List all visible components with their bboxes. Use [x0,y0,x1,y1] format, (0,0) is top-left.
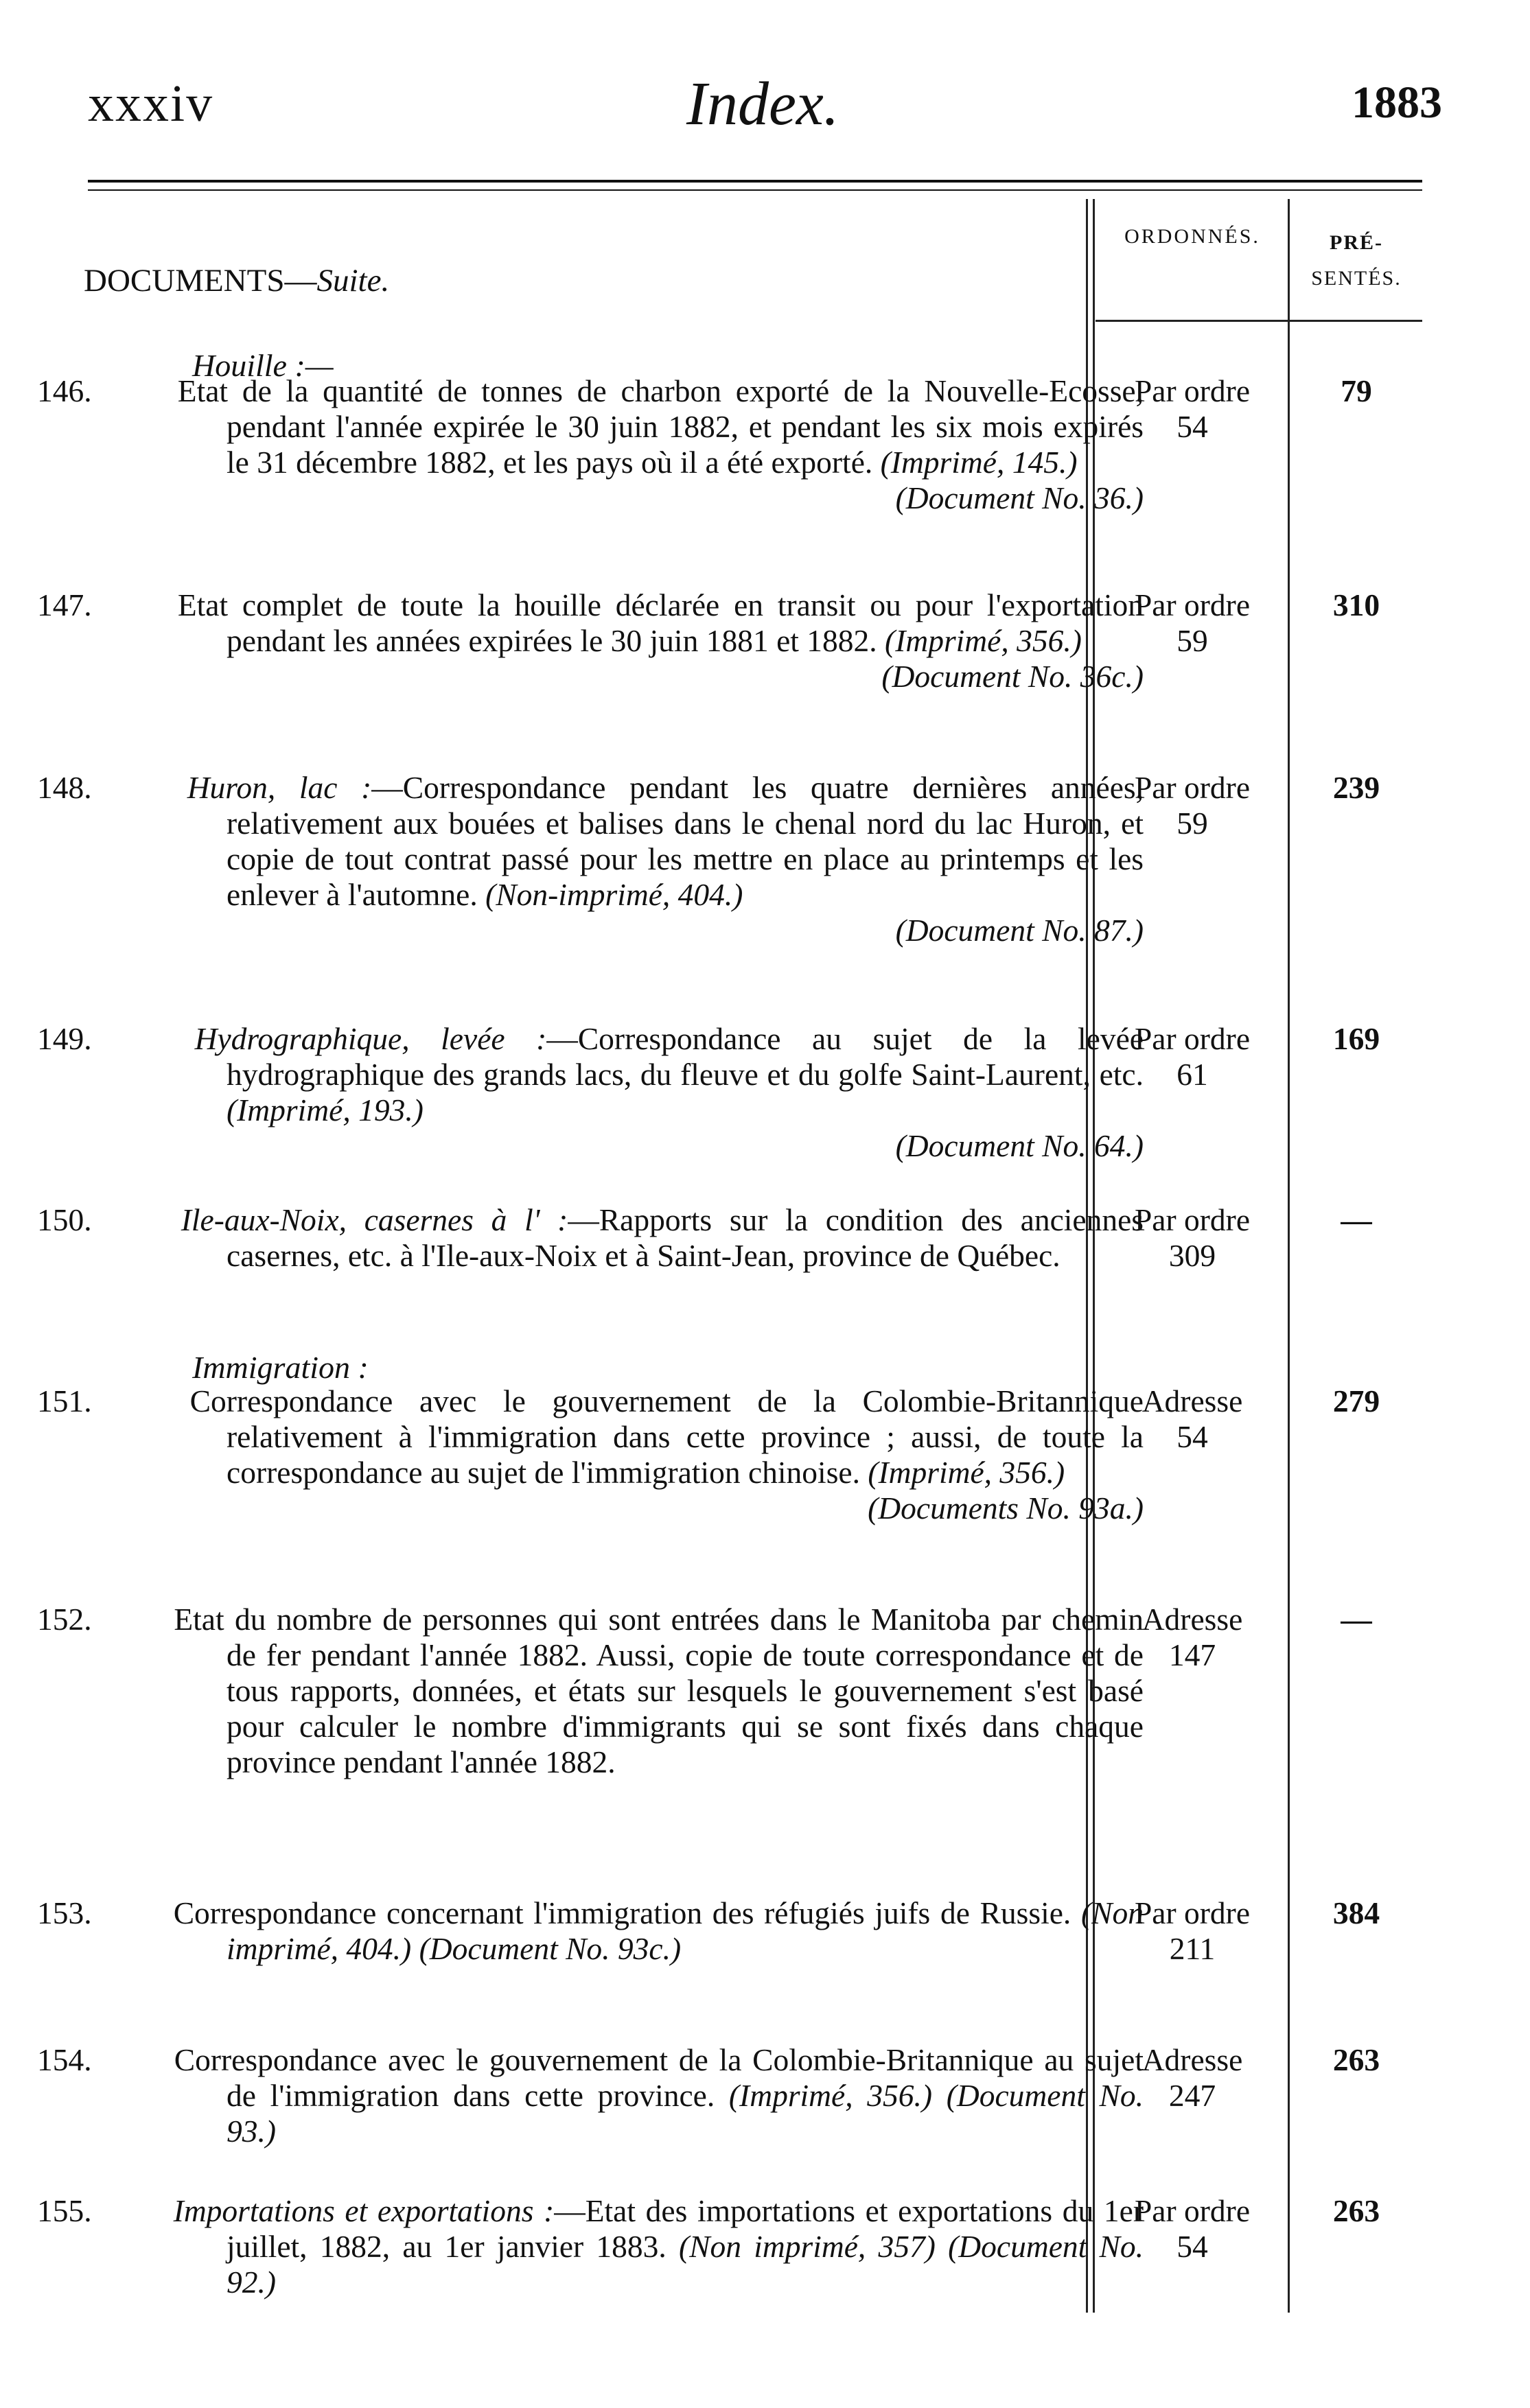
entry-ordonnes [1098,587,1286,659]
entry-ordonnes [1098,2042,1286,2114]
subheading-houille: Houille :— [192,348,334,383]
entry-body [37,1895,1144,1967]
entry-text: —Correspondance au sujet de la levée hydrographique des grands lacs, du fleuve et du golfe Saint-Laurent, etc. [227,1021,1144,1092]
entry-print-status: (Imprimé, 356.) [728,2078,933,2113]
ordonnes-number: 61 [1177,1057,1208,1092]
header-rule-thick [88,180,1422,183]
entry-topic: Ile-aux-Noix, casernes à l' : [181,1202,568,1237]
section-suffix: Suite. [316,263,390,299]
entry-ordonnes [1098,1021,1286,1092]
entry-print-status: (Imprimé, 356.) [885,623,1082,658]
running-title: Index. [686,70,839,138]
entry-topic: Importations et exportations : [173,2193,555,2228]
entry-text: Correspondance avec le gouvernement de la Colombie-Britannique au sujet de l'immigration dans cette province. [174,2042,1144,2113]
column-header-presentes [1290,225,1422,296]
ordonnes-number: 247 [1168,2078,1216,2113]
entry-body [37,1021,1144,1164]
entry-number: 151. [37,1383,92,1418]
entry-ordonnes [1098,1895,1286,1967]
entry-document-ref: (Document No. 36.) [895,480,1144,515]
column-header-ordonnes: ORDONNÉS. [1124,225,1260,248]
entry-print-status: (Imprimé, 145.) [880,445,1078,480]
entry-ordonnes [1098,770,1286,841]
ordonnes-number: 54 [1177,409,1208,444]
entry-print-status: (Non imprimé, 357) [679,2229,936,2264]
column-header-rule [1096,320,1422,322]
entry-number: 147. [37,587,92,622]
entry-body [37,2042,1144,2149]
entry-presentes: 384 [1332,1895,1380,1930]
entry-number: 152. [37,1602,92,1637]
running-year: 1883 [1352,78,1442,128]
entry-presentes: — [1341,1602,1372,1637]
ordonnes-number: 211 [1169,1931,1216,1966]
entry-ordonnes [1098,1383,1286,1455]
ordonnes-number: 147 [1168,1637,1216,1672]
ordonnes-number: 309 [1168,1238,1216,1273]
entry-number: 155. [37,2193,92,2228]
entry-text: Correspondance concernant l'immigration des réfugiés juifs de Russie. [173,1895,1071,1930]
ordonnes-number: 54 [1177,1419,1208,1454]
entry-document-ref: (Document No. 93c.) [419,1931,682,1966]
entry-document-ref: (Document No. 92.) [227,2229,1144,2300]
entry-document-ref: (Documents No. 93a.) [868,1491,1144,1526]
entry-ordonnes [1098,2193,1286,2265]
entry-document-ref: (Document No. 93.) [227,2078,1144,2149]
entry-body [37,770,1144,948]
entry-print-status: (Imprimé, 193.) [227,1092,424,1127]
entry-presentes: 169 [1332,1021,1380,1056]
column-header-presentes-line1: PRÉ- [1330,231,1383,254]
entry-presentes: 279 [1332,1383,1380,1418]
entry-number: 148. [37,770,92,805]
entry-presentes: 239 [1332,770,1380,805]
entry-text: Etat de la quantité de tonnes de charbon exporté de la Nouvelle-Ecosse, pendant l'année expirée le 30 juin 1882, et pendant les six mois expirés le 31 décembre 1882, et les pays où il a été exporté. [177,373,1144,480]
ordonnes-number: 59 [1177,806,1208,841]
ordonnes-type: Adresse [1141,1602,1243,1637]
ordonnes-type: Par ordre [1134,2193,1251,2228]
entry-document-ref: (Document No. 87.) [895,913,1144,948]
entry-body [37,2193,1144,2300]
entry-ordonnes [1098,373,1286,445]
subheading-immigration: Immigration : [192,1350,369,1385]
entry-presentes: 310 [1332,587,1380,622]
entry-number: 153. [37,1895,92,1930]
page-number-roman: xxxiv [88,75,214,132]
entry-text: —Etat des importations et exportations du 1er juillet, 1882, au 1er janvier 1883. [227,2193,1144,2264]
entry-presentes: 79 [1341,373,1372,408]
ordonnes-type: Par ordre [1134,1202,1251,1237]
header-rule-thin [88,189,1422,191]
ordonnes-type: Par ordre [1134,373,1251,408]
entry-presentes: 263 [1332,2193,1380,2228]
ordonnes-number: 54 [1177,2229,1208,2264]
section-heading [84,262,389,299]
entry-text: —Correspondance pendant les quatre dernières années, relativement aux bouées et balises dans le chenal nord du lac Huron, et copie de tout contrat passé pour les mettre en place au printemps et les enlever à l'automne. [227,770,1144,912]
entry-topic: Hydrographique, levée : [194,1021,547,1056]
column-divider-right [1288,199,1290,2313]
entry-topic: Huron, lac : [187,770,372,805]
section-title: DOCUMENTS— [84,263,317,299]
entry-number: 146. [37,373,92,408]
entry-number: 149. [37,1021,92,1056]
entry-presentes: 263 [1332,2042,1380,2077]
entry-print-status: (Non imprimé, 404.) [227,1895,1144,1966]
entry-text: —Rapports sur la condition des anciennes casernes, etc. à l'Ile-aux-Noix et à Saint-Jean, province de Québec. [227,1202,1144,1273]
entry-print-status: (Imprimé, 356.) [868,1455,1065,1490]
entry-ordonnes [1098,1602,1286,1673]
ordonnes-type: Par ordre [1134,1021,1251,1056]
ordonnes-type: Adresse [1141,1383,1243,1418]
ordonnes-number: 59 [1177,623,1208,658]
column-header-presentes-line2: SENTÉS. [1311,267,1402,290]
entry-body [37,1602,1144,1780]
entry-body [37,1202,1144,1274]
ordonnes-type: Par ordre [1134,587,1251,622]
entry-document-ref: (Document No. 64.) [895,1128,1144,1163]
entry-document-ref: (Document No. 36c.) [881,659,1144,694]
entry-text: Correspondance avec le gouvernement de la Colombie-Britannique relativement à l'immigration dans cette province ; aussi, de toute la correspondance au sujet de l'immigration chinoise. [189,1383,1144,1490]
ordonnes-type: Adresse [1141,2042,1243,2077]
ordonnes-type: Par ordre [1134,770,1251,805]
entry-number: 150. [37,1202,92,1237]
entry-ordonnes [1098,1202,1286,1274]
entry-body [37,1383,1144,1526]
entry-body [37,373,1144,516]
entry-text: Etat complet de toute la houille déclarée en transit ou pour l'exportation pendant les années expirées le 30 juin 1881 et 1882. [177,587,1144,658]
entry-presentes: — [1341,1202,1372,1237]
entry-print-status: (Non-imprimé, 404.) [485,877,743,912]
entry-text: Etat du nombre de personnes qui sont entrées dans le Manitoba par chemin de fer pendant l'année 1882. Aussi, copie de toute correspondance et de tous rapports, données, et états sur lesquels le gouvernement s'est basé pour calculer le nombre d'immigrants qui se sont fixés dans chaque province pendant l'année 1882. [174,1602,1144,1779]
ordonnes-type: Par ordre [1134,1895,1251,1930]
entry-number: 154. [37,2042,92,2077]
entry-body [37,587,1144,694]
